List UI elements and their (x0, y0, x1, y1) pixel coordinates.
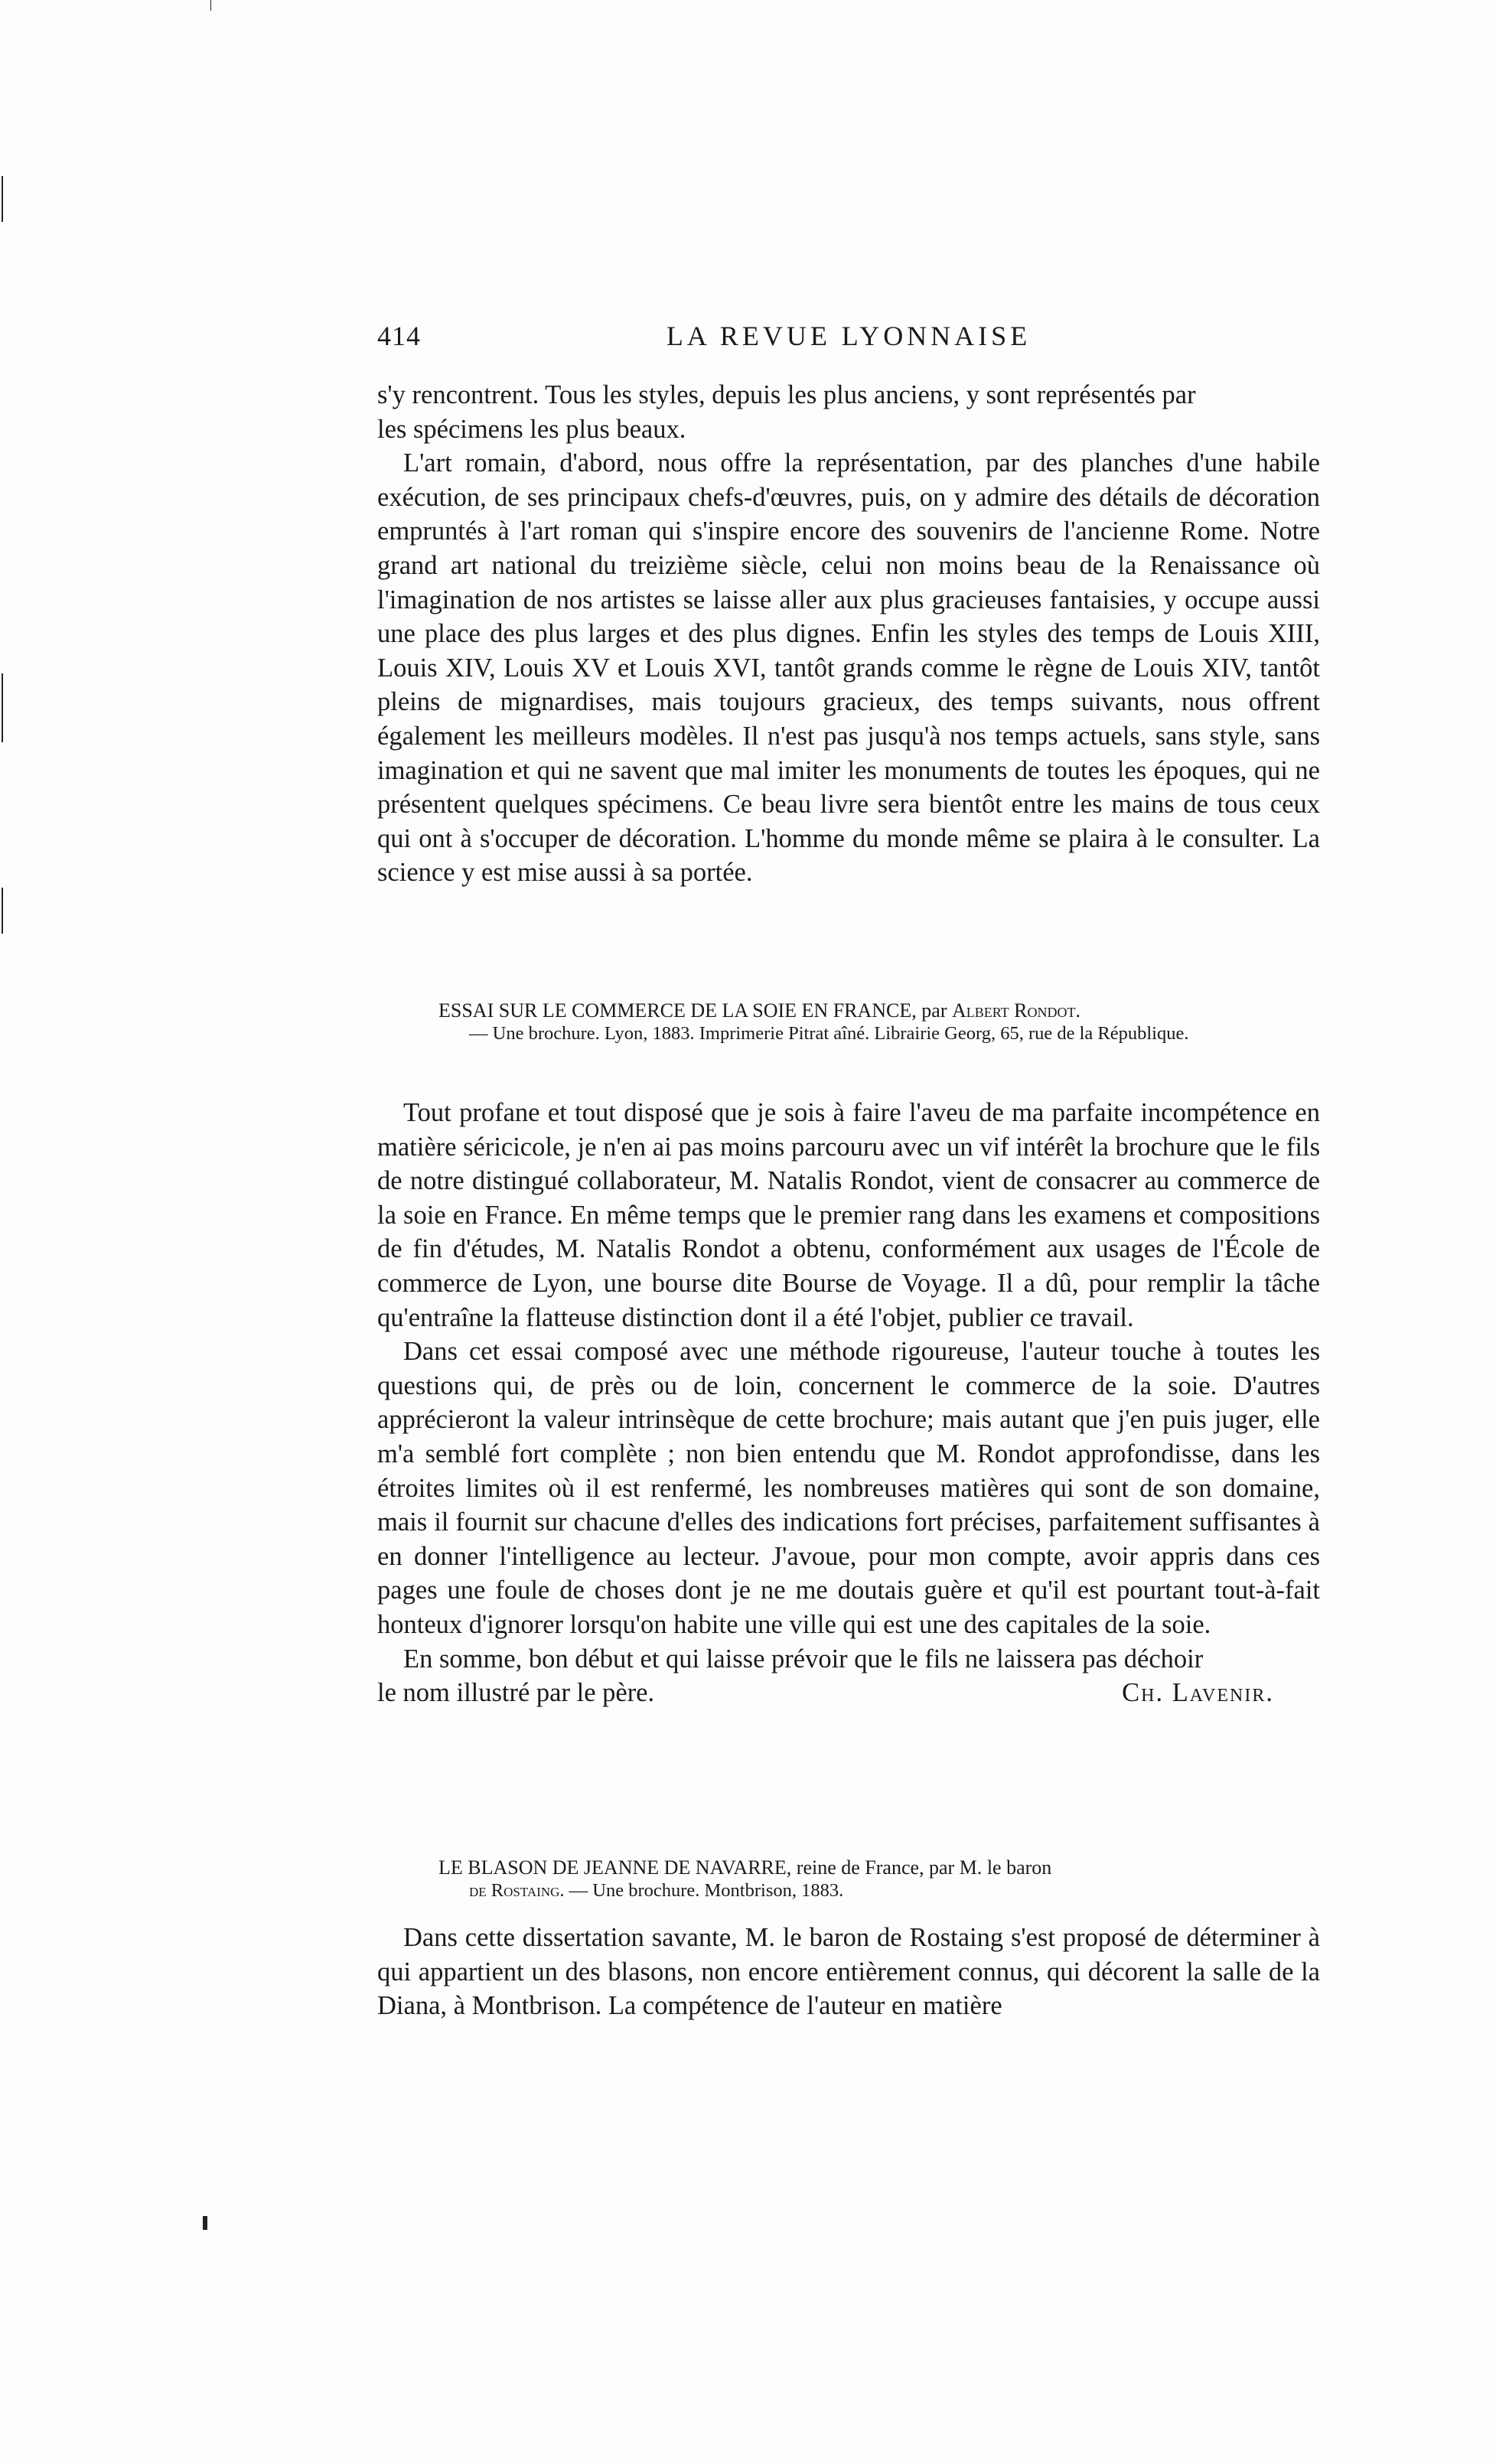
review-by: par (921, 999, 947, 1022)
review-title: LE BLASON DE JEANNE DE NAVARRE, (438, 1856, 792, 1879)
body-paragraph: En somme, bon début et qui laisse prévoir que le fils ne laissera pas déchoir (403, 1644, 1204, 1674)
review-publication-details: — Une brochure. Montbrison, 1883. (569, 1880, 844, 1901)
scan-mark (2, 673, 3, 742)
text-line: s'y rencontrent. Tous les styles, depuis les plus anciens, y sont représentés par (377, 380, 1196, 409)
review-author: Albert Rondot. (951, 999, 1081, 1022)
page-number: 414 (377, 321, 421, 351)
body-paragraph: L'art romain, d'abord, nous offre la représentation, par des planches d'une habile exécution, de ses principaux chefs-d'œuvres, puis, on y admire des détails de décoration empruntés à l'art roman qui s'inspire encore des souvenirs de l'ancienne Rome. Notre grand art national du treizième siècle, celui non moins beau de la Renaissance où l'imagination de nos artistes se laisse aller aux plus gracieuses fantaisies, y occupe aussi une place des plus larges et des plus dignes. Enfin les styles des temps de Louis XIII, Louis XIV, Louis XV et Louis XVI, tantôt grands comme le règne de Louis XIV, tantôt pleins de mignardises, mais toujours gracieux, des temps suivants, nous offrent également les meilleurs modèles. Il n'est pas jusqu'à nos temps actuels, sans style, sans imagination et qui ne savent que mal imiter les monuments de toutes les époques, qui ne présentent quelques spécimens. Ce beau livre sera bientôt entre les mains de tous ceux qui ont à s'occuper de décoration. L'homme du monde même se plaira à le consulter. La science y est mise aussi à sa portée. (377, 448, 1320, 888)
review-title-line (438, 1856, 1381, 1879)
signature-line (377, 1676, 1320, 1710)
body-paragraph: Dans cette dissertation savante, M. le baron de Rostaing s'est proposé de déterminer à qui appartient un des blasons, non encore entièrement connus, qui décorent la salle de la Diana, à Montbrison. La compétence de l'auteur en matière (377, 1923, 1320, 2021)
scan-mark (203, 2216, 207, 2230)
review-author-line (438, 1879, 1381, 1902)
review-subtitle: reine de France, par M. le baron (796, 1856, 1052, 1879)
closing-text: le nom illustré par le père. (377, 1678, 655, 1708)
review-publication-details: — Une brochure. Lyon, 1883. Imprimerie Pitrat aîné. Librairie Georg, 65, rue de la République. (469, 1023, 1189, 1044)
continuation-section (377, 378, 1320, 890)
body-paragraph: Tout profane et tout disposé que je sois à faire l'aveu de ma parfaite incompétence en matière séricicole, je n'en ai pas moins parcouru avec un vif intérêt la brochure que le fils de notre distingué collaborateur, M. Natalis Rondot, vient de consacrer au commerce de la soie en France. En même temps que le premier rang dans les examens et compositions de fin d'études, M. Natalis Rondot a obtenu, conformément aux usages de l'École de commerce de Lyon, une bourse dite Bourse de Voyage. Il a dû, pour remplir la tâche qu'entraîne la flatteuse distinction dont il a été l'objet, publier ce travail. (377, 1098, 1320, 1332)
review-body (377, 1921, 1320, 2023)
page-header (377, 320, 1320, 366)
text-line: les spécimens les plus beaux. (377, 414, 686, 444)
body-paragraph: Dans cet essai composé avec une méthode rigoureuse, l'auteur touche à toutes les questions qui, de près ou de loin, concernent le commerce de la soie. D'autres apprécieront la valeur intrinsèque de cette brochure; mais autant que j'en puis juger, elle m'a semblé fort complète ; non bien entendu que M. Rondot approfondisse, dans les étroites limites où il est renfermé, les nombreuses matières qui sont de son domaine, mais il fournit sur chacune d'elles des indications fort précises, parfaitement suffisantes à en donner l'intelligence au lecteur. J'avoue, pour mon compte, avoir appris dans ces pages une foule de choses dont je ne me doutais guère et qu'il est pourtant tout-à-fait honteux d'ignorer lorsqu'on habite une ville qui est une des capitales de la soie. (377, 1337, 1320, 1639)
review-title-line (438, 999, 1381, 1022)
scan-mark (210, 0, 211, 11)
scan-mark (2, 888, 3, 934)
review-body (377, 1096, 1320, 1710)
running-title: LA REVUE LYONNAISE (666, 321, 1032, 351)
review-signature: Ch. Lavenir. (1122, 1678, 1274, 1708)
scan-mark (2, 176, 3, 222)
review-author: de Rostaing. (469, 1880, 565, 1901)
review-heading (377, 999, 1397, 1045)
review-title: ESSAI SUR LE COMMERCE DE LA SOIE EN FRANCE, (438, 999, 917, 1022)
review-heading (377, 1856, 1397, 1902)
